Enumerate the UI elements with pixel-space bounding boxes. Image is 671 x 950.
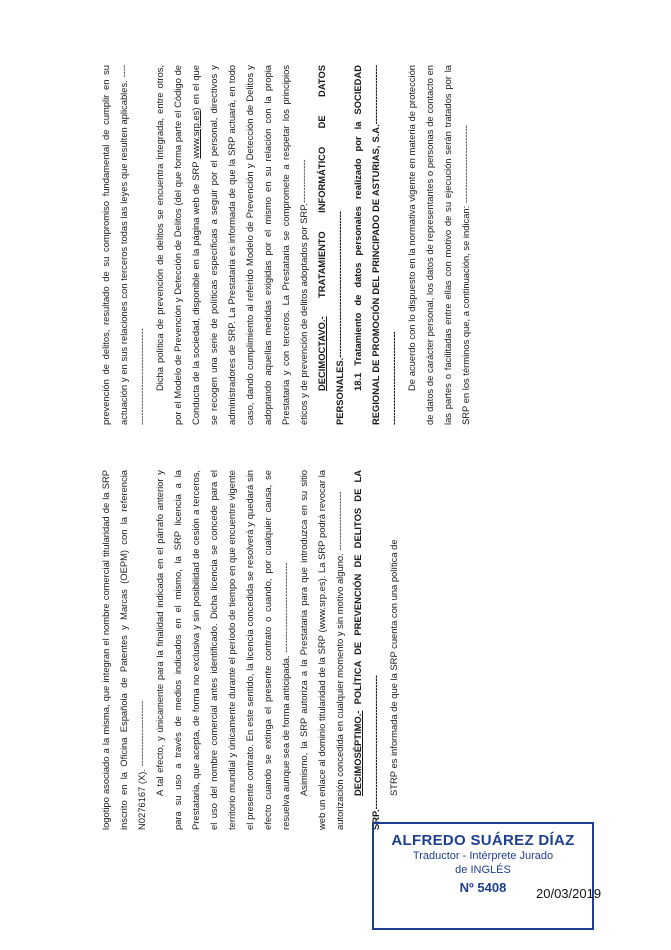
paragraph-prevention-model (151, 65, 313, 425)
rotated-document-body (97, 60, 527, 830)
paragraph-data-protection: De acuerdo con lo dispuesto en la normativa vigente en materia de protección de datos de carácter personal, los datos de representantes o personas de contacto en las partes o facilitadas entre ellas con motivo de su ejecución serán tratados por la SRP en los términos que, a continuación, se indican: ------------------------- (406, 65, 471, 425)
signature-date: 20/03/2019 (536, 886, 602, 901)
clause-title-seventeenth: POLÍTICA DE PREVENCIÓN DE DELITOS DE LA SRP.------------------------------------------- (352, 470, 381, 830)
paragraph-crime-prevention-intro: STRP es informada de que la SRP cuenta con una política de (388, 539, 399, 796)
clause-heading-seventeenth (349, 470, 385, 830)
translator-language: de INGLÉS (455, 864, 511, 876)
clause-number-eighteenth: DECIMOCTAVO.- (316, 316, 327, 391)
paragraph-prevention-commitment: prevención de delitos, resultado de su compromiso fundamental de cumplir en su actuación y en sus relaciones con terceros todas las leyes que resulten aplicables. ----------------------------------- (100, 65, 147, 425)
prevention-model-text-a: Dicha política de prevención de delitos se encuentra integrada, entre otros, por el Modelo de Prevención y Detección de Delitos (del que forma parte el Código de Conducta de la sociedad, disponible en la página web de SRP (154, 65, 201, 425)
translator-name: ALFREDO SUÁREZ DÍAZ (391, 832, 575, 849)
translator-title: Traductor - Intérprete Jurado (412, 850, 554, 862)
clause-title-eighteenth: TRATAMIENTO INFORMÁTICO DE DATOS PERSONALES.----------------------------------------------- (316, 65, 345, 425)
prevention-model-text-b: ) en el que se recogen una serie de políticas específicas a seguir por el personal, directivos y administradores de SRP. La Prestataria es informada de que la SRP actuará, en todo caso, dando cumplimiento al referido Modelo de Prevención y Detección de Delitos y adoptando aquellas medidas exigidas por el mismo en su relación con la propia Prestataria y con terceros. La Prestataria se compromete a respetar los principios éticos y de prevención de delitos adoptados por SRP.-------------- (190, 65, 309, 425)
paragraph-trade-name: logotipo asociado a la misma, que integran el nombre comercial titularidad de la SRP inscrito en la Oficina Española de Patentes y Marcas (OEPM) con la referencia N0276167 (X). --------------------- (100, 470, 147, 830)
subclause-heading-18-1: 18.1 Tratamiento de datos personales realizado por la SOCIEDAD REGIONAL DE PROMOCIÓN DEL PRINCIPADO DE ASTURIAS, S.A.------------------------------------------------- (352, 65, 399, 425)
left-text-column (97, 470, 527, 830)
translator-number: Nº 5408 (459, 880, 507, 895)
clause-heading-eighteenth (313, 65, 349, 425)
website-link[interactable]: www.srp.es (190, 110, 201, 159)
clause-number-seventeenth: DECIMOSÉPTIMO.- (352, 710, 363, 796)
paragraph-website-link: Asimismo, la SRP autoriza a la Prestataria para que introduzca en su sitio web un enlace al dominio titularidad de la SRP (www.srp.es). La SRP podrá revocar la autorización concedida en cualquier momento y sin motivo alguno. ------------------- (298, 470, 345, 830)
translator-stamp (372, 822, 594, 930)
paragraph-license: A tal efecto, y únicamente para la finalidad indicada en el párrafo anterior y para su uso a través de medios indicados en el mismo, la SRP licencia a la Prestataria, que acepta, de forma no exclusiva y sin posibilidad de cesión a terceros, el uso del nombre comercial antes identificado. Dicha licencia se concede para el territorio mundial y únicamente durante el período de tiempo en que encuentre vigente el presente contrato. En este sentido, la licencia concedida se resolverá y quedará sin efecto cuando se extinga el presente contrato o cuando, por cualquier causa, se resuelva aunque sea de forma anticipada. ----------------------------- (154, 470, 291, 830)
right-text-column (97, 65, 527, 425)
